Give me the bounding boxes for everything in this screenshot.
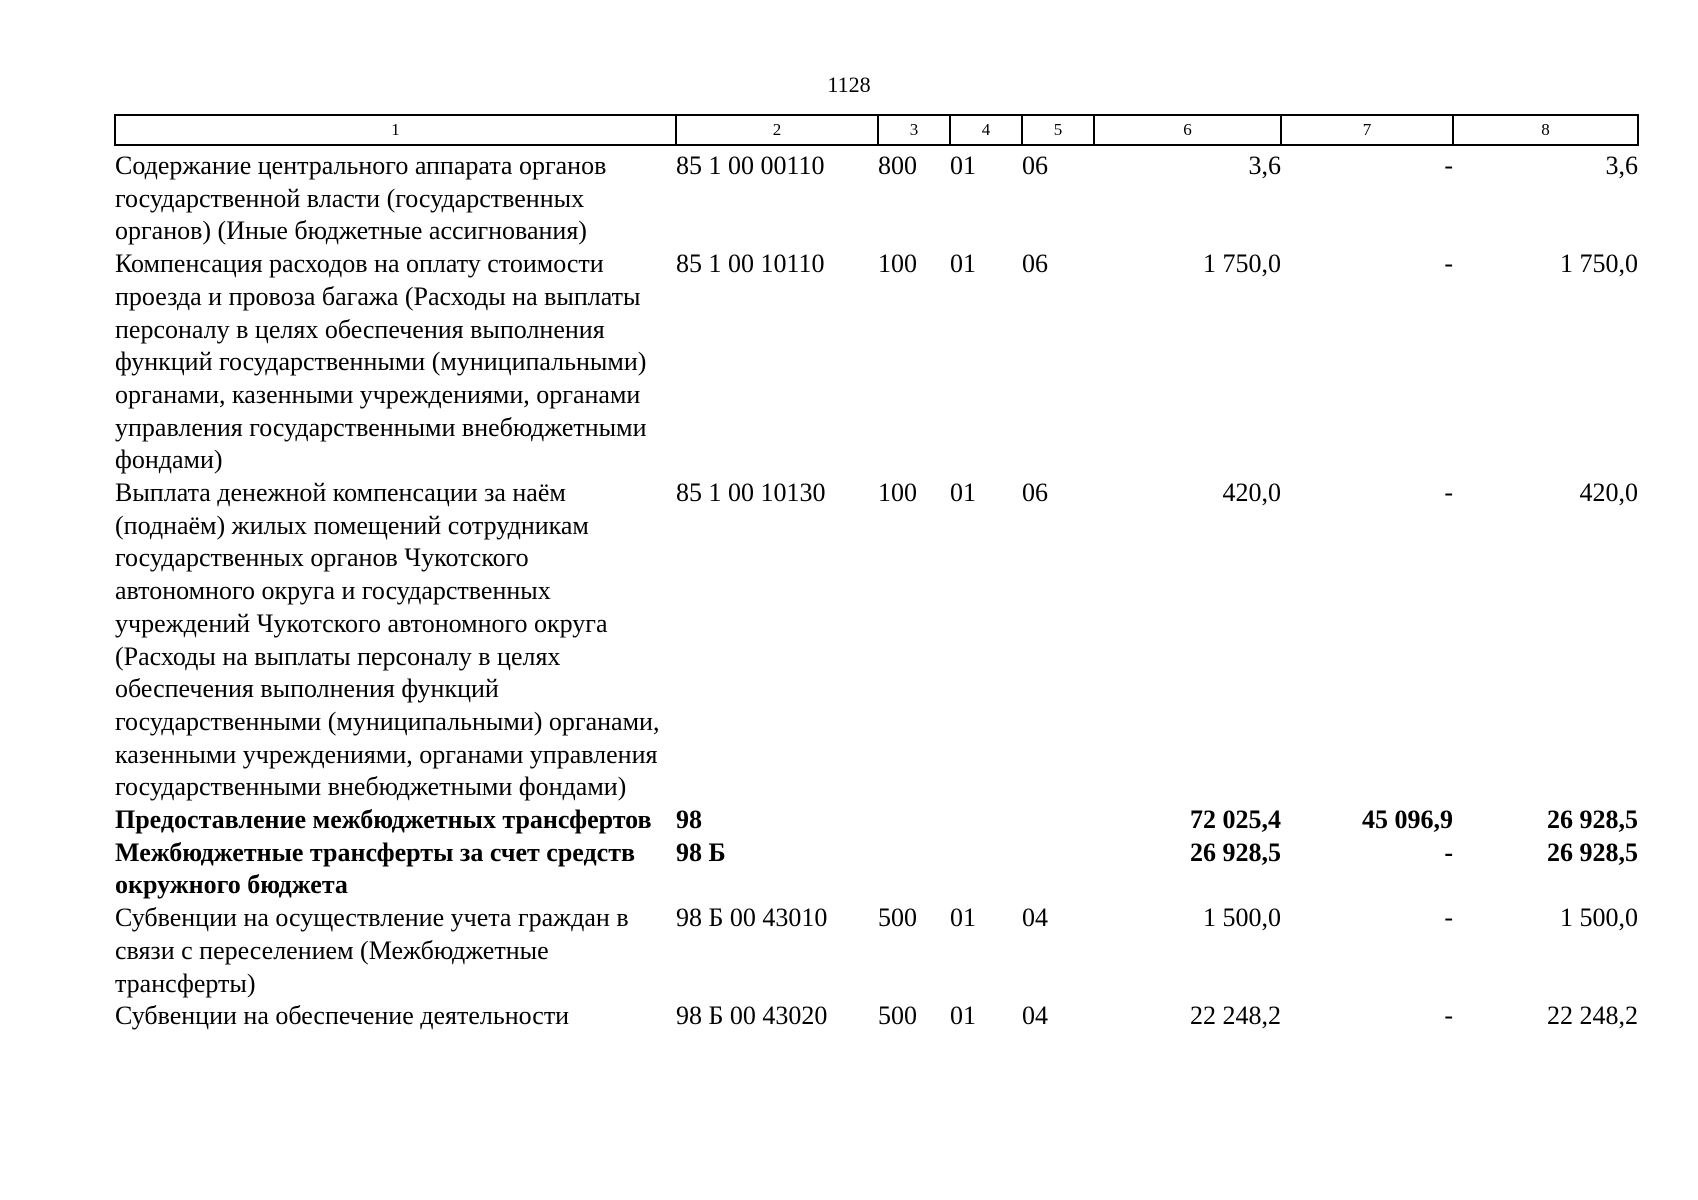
column-number-header bbox=[115, 115, 1638, 145]
total-amount-cell: 1 500,0 bbox=[1203, 903, 1281, 933]
expense-type-cell: 500 bbox=[878, 903, 917, 933]
expense-name-cell: Субвенции на обеспечение деятельности bbox=[115, 1001, 570, 1031]
expense-type-cell: 100 bbox=[878, 249, 917, 279]
expense-type-cell: 500 bbox=[878, 1001, 917, 1031]
column-header: 4 bbox=[950, 115, 1022, 145]
subsection-cell: 04 bbox=[1022, 1001, 1048, 1031]
federal-amount-cell: - bbox=[1444, 903, 1453, 933]
section-cell bbox=[950, 804, 1022, 837]
regional-amount-cell: 420,0 bbox=[1579, 478, 1638, 508]
column-header: 2 bbox=[676, 115, 878, 145]
target-article-cell: 85 1 00 10130 bbox=[676, 478, 826, 508]
regional-amount-cell: 26 928,5 bbox=[1547, 837, 1638, 867]
table-row bbox=[115, 248, 1638, 477]
target-article-cell: 85 1 00 10110 bbox=[676, 249, 825, 279]
total-amount-cell: 72 025,4 bbox=[1190, 805, 1281, 835]
subsection-cell bbox=[1022, 804, 1094, 837]
table-row bbox=[115, 902, 1638, 1000]
expense-type-cell bbox=[878, 804, 950, 837]
subsection-cell: 06 bbox=[1022, 478, 1048, 508]
regional-amount-cell: 22 248,2 bbox=[1547, 1001, 1638, 1031]
section-cell: 01 bbox=[950, 249, 976, 279]
target-article-cell: 98 Б 00 43020 bbox=[676, 1001, 828, 1031]
expense-name-cell: Содержание центрального аппарата органов государственной власти (государственных органов) (Иные бюджетные ассигнования) bbox=[115, 151, 607, 246]
table-row bbox=[115, 477, 1638, 804]
target-article-cell: 85 1 00 00110 bbox=[676, 151, 825, 180]
regional-amount-cell: 26 928,5 bbox=[1547, 805, 1638, 835]
total-amount-cell: 3,6 bbox=[1248, 151, 1281, 180]
total-amount-cell: 420,0 bbox=[1222, 478, 1281, 508]
expense-name-cell: Межбюджетные трансферты за счет средств окружного бюджета bbox=[115, 837, 636, 900]
target-article-cell: 98 Б bbox=[676, 837, 726, 867]
section-cell: 01 bbox=[950, 1001, 976, 1031]
regional-amount-cell: 1 750,0 bbox=[1560, 249, 1638, 279]
expense-type-cell: 800 bbox=[878, 151, 917, 180]
target-article-cell: 98 bbox=[676, 805, 702, 835]
target-article-cell: 98 Б 00 43010 bbox=[676, 903, 828, 933]
total-amount-cell: 26 928,5 bbox=[1190, 837, 1281, 867]
column-header: 1 bbox=[115, 115, 676, 145]
column-header: 5 bbox=[1022, 115, 1094, 145]
table-row bbox=[115, 804, 1638, 837]
expense-name-cell: Компенсация расходов на оплату стоимости проезда и провоза багажа (Расходы на выплаты персоналу в целях обеспечения выполнения функций государственными (муниципальными) органами, казенными учреждениями, органами управления государственными внебюджетными фондами) bbox=[115, 249, 647, 475]
section-cell: 01 bbox=[950, 151, 976, 180]
table-row bbox=[115, 1000, 1638, 1033]
subsection-cell: 04 bbox=[1022, 903, 1048, 933]
regional-amount-cell: 1 500,0 bbox=[1560, 903, 1638, 933]
column-header: 8 bbox=[1453, 115, 1638, 145]
column-header: 6 bbox=[1094, 115, 1281, 145]
subsection-cell bbox=[1022, 837, 1094, 902]
column-header: 7 bbox=[1281, 115, 1453, 145]
expense-name-cell: Выплата денежной компенсации за наём (поднаём) жилых помещений сотрудникам государственных органов Чукотского автономного округа и государственных учреждений Чукотского автономного округа (Расходы на выплаты персоналу в целях обеспечения выполнения функций государственными (муниципальными) органами, казенными учреждениями, органами управления государственными внебюджетными фондами) bbox=[115, 478, 660, 802]
subsection-cell: 06 bbox=[1022, 249, 1048, 279]
expense-type-cell: 100 bbox=[878, 478, 917, 508]
expense-name-cell: Субвенции на осуществление учета граждан в связи с переселением (Межбюджетные трансферты) bbox=[115, 903, 629, 998]
total-amount-cell: 1 750,0 bbox=[1203, 249, 1281, 279]
section-cell: 01 bbox=[950, 478, 976, 508]
table-row bbox=[115, 837, 1638, 902]
page-number: 1128 bbox=[827, 72, 871, 97]
expense-name-cell: Предоставление межбюджетных трансфертов bbox=[115, 805, 652, 835]
subsection-cell: 06 bbox=[1022, 151, 1048, 180]
section-cell bbox=[950, 837, 1022, 902]
federal-amount-cell: - bbox=[1444, 837, 1453, 867]
section-cell: 01 bbox=[950, 903, 976, 933]
table-row bbox=[115, 145, 1638, 248]
federal-amount-cell: - bbox=[1444, 249, 1453, 279]
federal-amount-cell: - bbox=[1444, 478, 1453, 508]
column-header: 3 bbox=[878, 115, 950, 145]
total-amount-cell: 22 248,2 bbox=[1190, 1001, 1281, 1031]
regional-amount-cell: 3,6 bbox=[1605, 151, 1638, 180]
budget-table bbox=[114, 114, 1639, 1033]
federal-amount-cell: - bbox=[1444, 1001, 1453, 1031]
federal-amount-cell: 45 096,9 bbox=[1362, 805, 1453, 835]
expense-type-cell bbox=[878, 837, 950, 902]
federal-amount-cell: - bbox=[1444, 151, 1453, 180]
